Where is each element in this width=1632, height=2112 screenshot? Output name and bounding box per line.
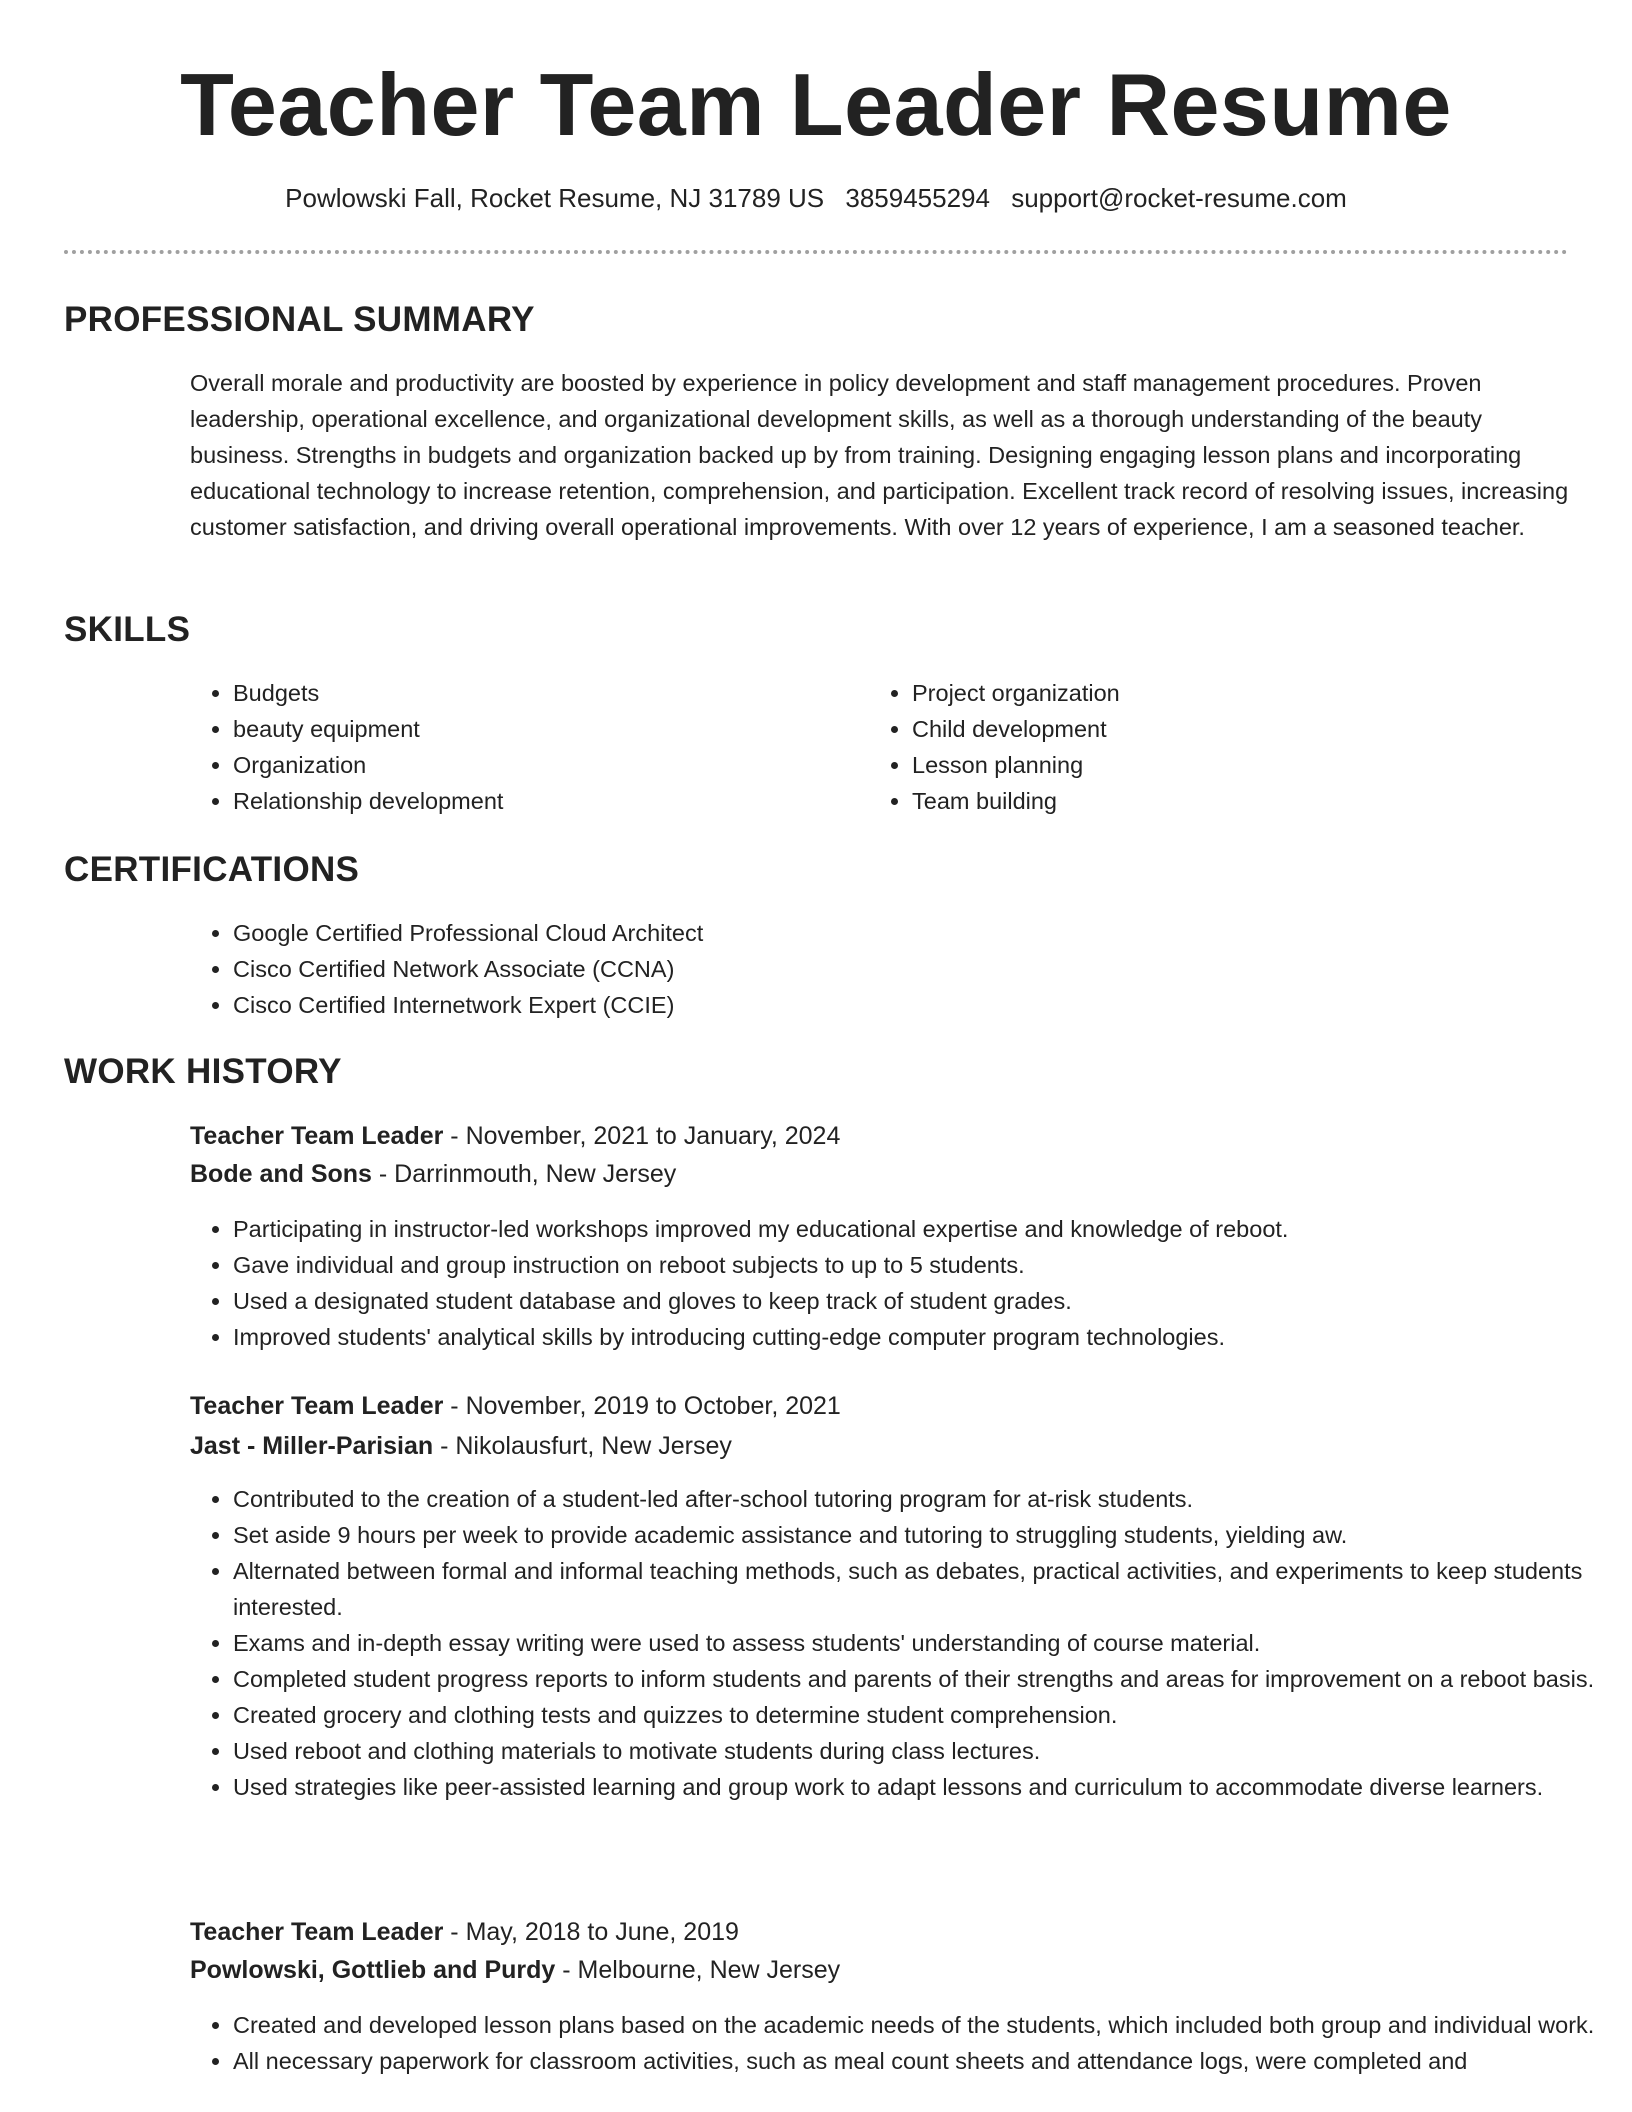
- job-bullets: [190, 1211, 1613, 1355]
- certifications-list: [190, 915, 1533, 1023]
- job-bullet: • Improved students' analytical skills by introducing cutting-edge computer program technologies.: [233, 1319, 1613, 1355]
- job-company: Jast - Miller-Parisian: [190, 1432, 434, 1460]
- job-dates: - November, 2019 to October, 2021: [443, 1392, 841, 1420]
- skills-heading: SKILLS: [64, 610, 191, 649]
- job-location: - Nikolausfurt, New Jersey: [433, 1432, 732, 1460]
- job-company-line: [190, 1952, 840, 1988]
- job-title: Teacher Team Leader: [190, 1392, 444, 1420]
- job-title-line: [190, 1388, 841, 1424]
- header-divider: [64, 250, 1568, 254]
- skill-item: • beauty equipment: [233, 711, 833, 747]
- skill-item: • Organization: [233, 747, 833, 783]
- job-bullet: • Completed student progress reports to inform students and parents of their strengths and areas for improvement on a reboot basis.: [233, 1661, 1613, 1697]
- certification-item: • Google Certified Professional Cloud Architect: [233, 915, 1533, 951]
- job-bullet: • Created grocery and clothing tests and quizzes to determine student comprehension.: [233, 1697, 1613, 1733]
- job-bullets: [190, 2007, 1613, 2079]
- work-history-heading: WORK HISTORY: [64, 1052, 342, 1091]
- skill-item: • Child development: [912, 711, 1512, 747]
- contact-email: support@rocket-resume.com: [1011, 183, 1347, 213]
- job-bullet: • Participating in instructor-led workshops improved my educational expertise and knowledge of reboot.: [233, 1211, 1613, 1247]
- job-title-line: [190, 1118, 840, 1154]
- job-title: Teacher Team Leader: [190, 1918, 444, 1946]
- job-bullet: • Contributed to the creation of a student-led after-school tutoring program for at-risk students.: [233, 1481, 1613, 1517]
- contact-address: Powlowski Fall, Rocket Resume, NJ 31789 US: [285, 183, 825, 213]
- job-company: Powlowski, Gottlieb and Purdy: [190, 1956, 556, 1984]
- job-location: - Darrinmouth, New Jersey: [371, 1160, 677, 1188]
- job-bullet: • Set aside 9 hours per week to provide academic assistance and tutoring to struggling students, yielding aw.: [233, 1517, 1613, 1553]
- contact-line: [0, 180, 1632, 216]
- job-bullet: • Alternated between formal and informal teaching methods, such as debates, practical activities, and experiments to keep students interested.: [233, 1553, 1613, 1625]
- skills-list-left: [190, 675, 833, 819]
- job-bullet: • Used reboot and clothing materials to motivate students during class lectures.: [233, 1733, 1613, 1769]
- job-company-line: [190, 1156, 676, 1192]
- summary-text: Overall morale and productivity are boosted by experience in policy development and staff management procedures. Proven leadership, operational excellence, and organizational development skills, as well as a thorough understanding of the beauty business. Strengths in budgets and organization backed up by from training. Designing engaging lesson plans and incorporating educational technology to increase retention, comprehension, and participation. Excellent track record of resolving issues, increasing customer satisfaction, and driving overall operational improvements. With over 12 years of experience, I am a seasoned teacher.: [190, 370, 1569, 540]
- skill-item: • Team building: [912, 783, 1512, 819]
- job-bullet: • Used a designated student database and gloves to keep track of student grades.: [233, 1283, 1613, 1319]
- job-bullet: • Used strategies like peer-assisted learning and group work to adapt lessons and curriculum to accommodate diverse learners.: [233, 1769, 1613, 1805]
- job-title-line: [190, 1914, 739, 1950]
- skill-item: • Relationship development: [233, 783, 833, 819]
- summary-heading: PROFESSIONAL SUMMARY: [64, 300, 535, 339]
- job-title: Teacher Team Leader: [190, 1122, 444, 1150]
- skill-item: • Lesson planning: [912, 747, 1512, 783]
- job-company-line: [190, 1428, 732, 1464]
- skill-item: • Project organization: [912, 675, 1512, 711]
- job-dates: - November, 2021 to January, 2024: [443, 1122, 841, 1150]
- resume-title: Teacher Team Leader Resume: [180, 55, 1452, 154]
- certification-item: • Cisco Certified Network Associate (CCNA): [233, 951, 1533, 987]
- job-dates: - May, 2018 to June, 2019: [443, 1918, 739, 1946]
- job-location: - Melbourne, New Jersey: [555, 1956, 841, 1984]
- job-bullet: • Exams and in-depth essay writing were used to assess students' understanding of course material.: [233, 1625, 1613, 1661]
- certifications-heading: CERTIFICATIONS: [64, 850, 360, 889]
- skills-list-right: [869, 675, 1512, 819]
- job-bullet: • Created and developed lesson plans based on the academic needs of the students, which included both group and individual work.: [233, 2007, 1613, 2043]
- job-company: Bode and Sons: [190, 1160, 372, 1188]
- contact-phone: 3859455294: [845, 183, 990, 213]
- skill-item: • Budgets: [233, 675, 833, 711]
- job-bullets: [190, 1481, 1613, 1805]
- job-bullet: • Gave individual and group instruction on reboot subjects to up to 5 students.: [233, 1247, 1613, 1283]
- job-bullet: • All necessary paperwork for classroom activities, such as meal count sheets and attendance logs, were completed and: [233, 2043, 1613, 2079]
- certification-item: • Cisco Certified Internetwork Expert (CCIE): [233, 987, 1533, 1023]
